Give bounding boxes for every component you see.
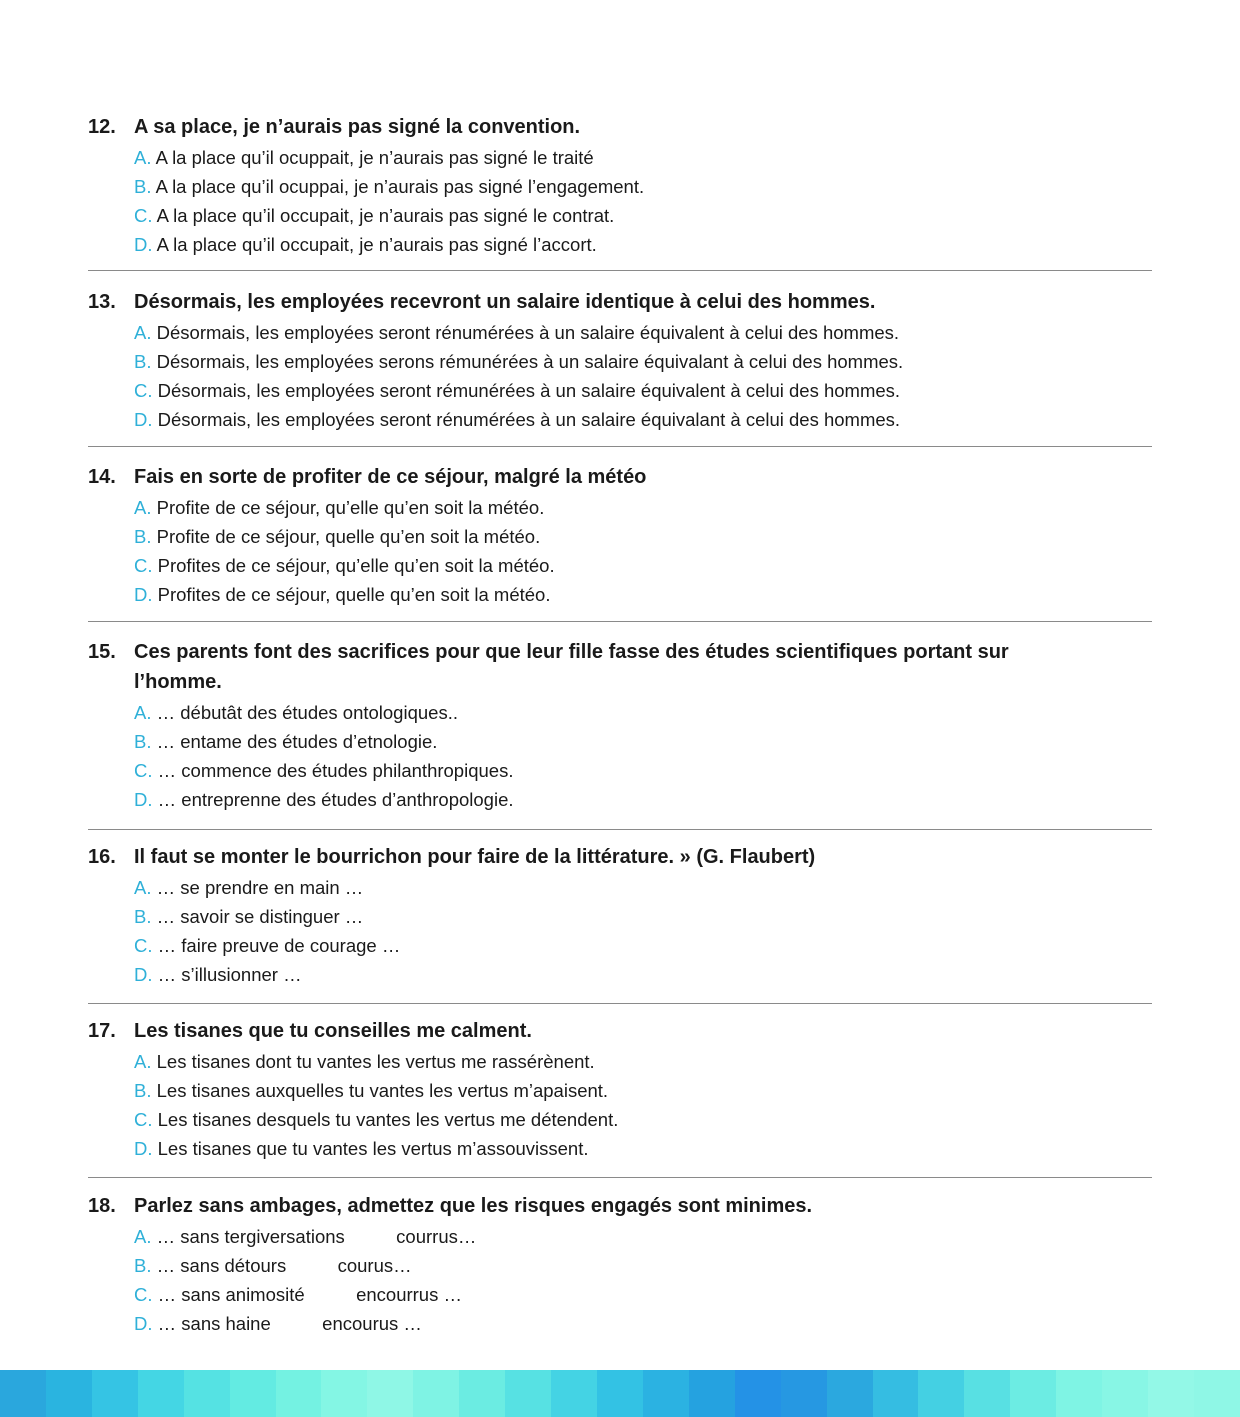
option-letter: D.	[134, 584, 153, 605]
question-number: 13.	[88, 291, 116, 313]
option-c[interactable]	[134, 756, 1152, 785]
divider	[88, 829, 1152, 830]
option-letter: D.	[134, 964, 153, 985]
question-title	[88, 842, 1152, 872]
divider	[88, 270, 1152, 271]
option-text: … sans détours courus…	[156, 1255, 412, 1276]
option-b[interactable]	[134, 1076, 1152, 1105]
option-text: … commence des études philanthropiques.	[157, 760, 514, 781]
footer-segment	[184, 1370, 230, 1417]
option-letter: A.	[134, 702, 152, 723]
question-number: 18.	[88, 1195, 116, 1217]
option-b[interactable]	[134, 1251, 1152, 1280]
option-text: Les tisanes dont tu vantes les vertus me rassérènent.	[156, 1051, 595, 1072]
option-letter: A.	[134, 877, 152, 898]
option-letter: D.	[134, 1313, 153, 1334]
option-text: A la place qu’il ocuppai, je n’aurais pas signé l’engagement.	[155, 176, 645, 197]
option-letter: B.	[134, 731, 152, 752]
option-d[interactable]	[134, 1134, 1152, 1163]
footer-segment	[276, 1370, 322, 1417]
question-number: 17.	[88, 1020, 116, 1042]
footer-segment	[643, 1370, 689, 1417]
footer-segment	[827, 1370, 873, 1417]
option-d[interactable]	[134, 960, 1152, 989]
footer-segment	[1194, 1370, 1240, 1417]
option-letter: A.	[134, 1226, 152, 1247]
question-text: Fais en sorte de profiter de ce séjour, malgré la météo	[134, 466, 647, 488]
option-letter: A.	[134, 497, 152, 518]
question-text: Parlez sans ambages, admettez que les risques engagés sont minimes.	[134, 1195, 813, 1217]
footer-segment	[735, 1370, 781, 1417]
option-d[interactable]	[134, 230, 1152, 259]
footer-segment	[367, 1370, 413, 1417]
footer-segment	[505, 1370, 551, 1417]
option-text: … faire preuve de courage …	[157, 935, 401, 956]
option-c[interactable]	[134, 376, 1152, 405]
option-letter: C.	[134, 935, 153, 956]
option-c[interactable]	[134, 1280, 1152, 1309]
question-15	[88, 637, 1152, 814]
option-b[interactable]	[134, 727, 1152, 756]
option-letter: A.	[134, 147, 152, 168]
option-a[interactable]	[134, 873, 1152, 902]
footer-segment	[92, 1370, 138, 1417]
question-18	[88, 1191, 1152, 1338]
question-13	[88, 287, 1152, 434]
option-text: … sans haine encourus …	[157, 1313, 422, 1334]
question-title	[88, 462, 1152, 492]
option-text: … sans tergiversations courrus…	[156, 1226, 477, 1247]
option-letter: A.	[134, 1051, 152, 1072]
option-text: … savoir se distinguer …	[156, 906, 364, 927]
options-list	[134, 493, 1152, 609]
option-letter: B.	[134, 526, 152, 547]
footer-segment	[1056, 1370, 1102, 1417]
option-a[interactable]	[134, 1222, 1152, 1251]
question-text: Les tisanes que tu conseilles me calment.	[134, 1020, 532, 1042]
option-letter: C.	[134, 1109, 153, 1130]
option-letter: A.	[134, 322, 152, 343]
options-list	[134, 318, 1152, 434]
question-14	[88, 462, 1152, 609]
option-text: … entreprenne des études d’anthropologie.	[157, 789, 514, 810]
option-letter: B.	[134, 176, 152, 197]
footer-segment	[46, 1370, 92, 1417]
option-letter: C.	[134, 380, 153, 401]
option-text: Désormais, les employées seront rénumérées à un salaire équivalent à celui des hommes.	[156, 322, 900, 343]
question-number: 15.	[88, 641, 116, 663]
option-a[interactable]	[134, 318, 1152, 347]
option-b[interactable]	[134, 347, 1152, 376]
footer-segment	[1148, 1370, 1194, 1417]
option-a[interactable]	[134, 1047, 1152, 1076]
option-text: Les tisanes desquels tu vantes les vertus me détendent.	[157, 1109, 619, 1130]
option-a[interactable]	[134, 493, 1152, 522]
option-d[interactable]	[134, 405, 1152, 434]
option-letter: B.	[134, 1255, 152, 1276]
question-text: Il faut se monter le bourrichon pour faire de la littérature. » (G. Flaubert)	[134, 846, 816, 868]
option-b[interactable]	[134, 172, 1152, 201]
option-d[interactable]	[134, 1309, 1152, 1338]
option-letter: D.	[134, 1138, 153, 1159]
options-list	[134, 1222, 1152, 1338]
footer-segment	[230, 1370, 276, 1417]
option-text: Les tisanes que tu vantes les vertus m’assouvissent.	[157, 1138, 589, 1159]
option-c[interactable]	[134, 1105, 1152, 1134]
footer-segment	[964, 1370, 1010, 1417]
footer-segment	[551, 1370, 597, 1417]
question-number: 14.	[88, 466, 116, 488]
option-letter: C.	[134, 555, 153, 576]
options-list	[134, 698, 1152, 814]
divider	[88, 1177, 1152, 1178]
footer-segment	[0, 1370, 46, 1417]
option-text: A la place qu’il occupait, je n’aurais pas signé le contrat.	[156, 205, 615, 226]
option-text: Profite de ce séjour, quelle qu’en soit la météo.	[156, 526, 541, 547]
question-title	[88, 637, 1152, 697]
question-title	[88, 112, 1152, 142]
question-12	[88, 112, 1152, 259]
divider	[88, 621, 1152, 622]
option-letter: C.	[134, 205, 153, 226]
question-title	[88, 1191, 1152, 1221]
option-text: … débutât des études ontologiques..	[156, 702, 458, 723]
question-text: A sa place, je n’aurais pas signé la convention.	[134, 116, 581, 138]
option-letter: D.	[134, 789, 153, 810]
option-text: Désormais, les employées serons rémunérées à un salaire équivalant à celui des hommes.	[156, 351, 904, 372]
option-d[interactable]	[134, 580, 1152, 609]
option-letter: B.	[134, 351, 152, 372]
option-a[interactable]	[134, 698, 1152, 727]
question-17	[88, 1016, 1152, 1163]
option-text: … s’illusionner …	[157, 964, 302, 985]
footer-segment	[781, 1370, 827, 1417]
option-text: Les tisanes auxquelles tu vantes les vertus m’apaisent.	[156, 1080, 609, 1101]
question-number: 16.	[88, 846, 116, 868]
option-letter: C.	[134, 760, 153, 781]
option-b[interactable]	[134, 902, 1152, 931]
option-text: Désormais, les employées seront rénumérées à un salaire équivalant à celui des hommes.	[157, 409, 901, 430]
option-letter: D.	[134, 234, 153, 255]
option-text: Profites de ce séjour, qu’elle qu’en soit la météo.	[157, 555, 555, 576]
footer-segment	[918, 1370, 964, 1417]
option-b[interactable]	[134, 522, 1152, 551]
option-letter: D.	[134, 409, 153, 430]
option-letter: B.	[134, 1080, 152, 1101]
options-list	[134, 1047, 1152, 1163]
options-list	[134, 143, 1152, 259]
footer-segment	[1102, 1370, 1148, 1417]
footer-segment	[873, 1370, 919, 1417]
option-letter: B.	[134, 906, 152, 927]
option-letter: C.	[134, 1284, 153, 1305]
option-text: Profite de ce séjour, qu’elle qu’en soit la météo.	[156, 497, 545, 518]
option-text: A la place qu’il occupait, je n’aurais pas signé l’accort.	[156, 234, 597, 255]
option-text: A la place qu’il ocuppait, je n’aurais pas signé le traité	[155, 147, 594, 168]
footer-segment	[1010, 1370, 1056, 1417]
option-text: … entame des études d’etnologie.	[156, 731, 438, 752]
options-list	[134, 873, 1152, 989]
footer-color-bar	[0, 1370, 1240, 1417]
option-c[interactable]	[134, 931, 1152, 960]
footer-segment	[321, 1370, 367, 1417]
footer-segment	[597, 1370, 643, 1417]
divider	[88, 446, 1152, 447]
question-text: Ces parents font des sacrifices pour que leur fille fasse des études scientifiques portant sur l’homme.	[134, 641, 1009, 693]
option-text: Profites de ce séjour, quelle qu’en soit la météo.	[157, 584, 551, 605]
option-d[interactable]	[134, 785, 1152, 814]
question-title	[88, 1016, 1152, 1046]
option-text: Désormais, les employées seront rémunérées à un salaire équivalent à celui des hommes.	[157, 380, 901, 401]
option-a[interactable]	[134, 143, 1152, 172]
divider	[88, 1003, 1152, 1004]
question-number: 12.	[88, 116, 116, 138]
footer-segment	[413, 1370, 459, 1417]
question-title	[88, 287, 1152, 317]
option-text: … se prendre en main …	[156, 877, 364, 898]
option-c[interactable]	[134, 201, 1152, 230]
option-c[interactable]	[134, 551, 1152, 580]
footer-segment	[459, 1370, 505, 1417]
footer-segment	[689, 1370, 735, 1417]
question-16	[88, 842, 1152, 989]
question-text: Désormais, les employées recevront un salaire identique à celui des hommes.	[134, 291, 876, 313]
footer-segment	[138, 1370, 184, 1417]
option-text: … sans animosité encourrus …	[157, 1284, 462, 1305]
